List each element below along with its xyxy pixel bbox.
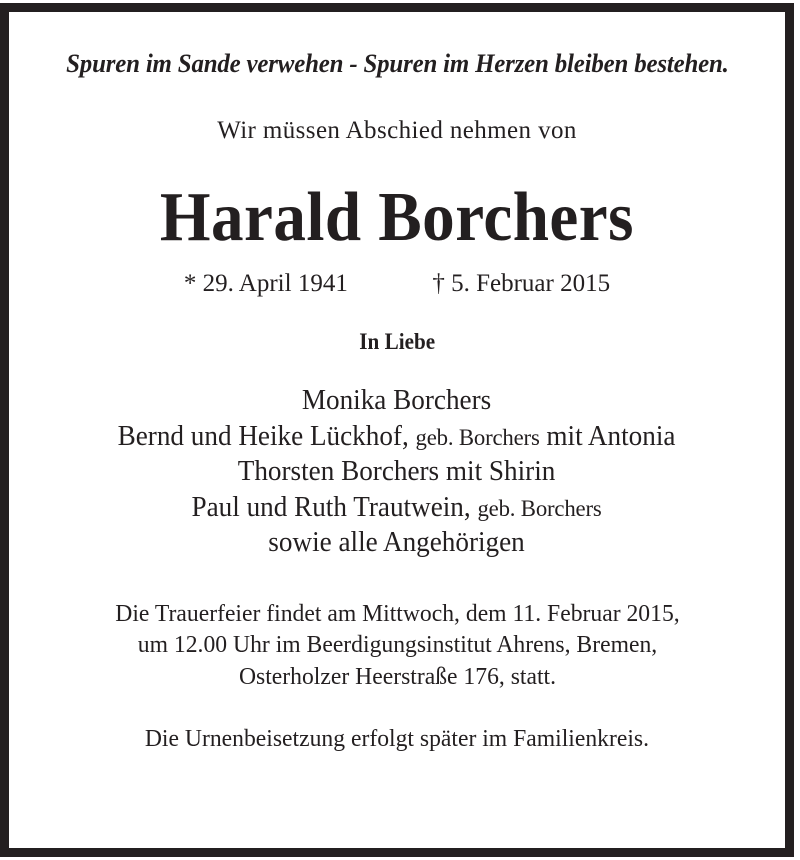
family-member-line — [118, 419, 676, 455]
family-list — [109, 383, 684, 561]
family-member-maiden-name: geb. Borchers — [477, 495, 603, 522]
family-member-name: Thorsten Borchers mit Shirin — [238, 456, 556, 488]
service-detail-line: um 12.00 Uhr im Beerdigungsinstitut Ahrens, Bremen, — [137, 632, 657, 659]
family-member-name: Bernd und Heike Lückhof, — [118, 420, 410, 452]
family-member-line — [118, 383, 676, 419]
family-member-name: Monika Borchers — [302, 385, 492, 417]
family-member-maiden-name: geb. Borchers — [416, 424, 541, 451]
life-dates — [184, 270, 610, 299]
closing-salutation: In Liebe — [359, 328, 435, 354]
service-detail-line: Osterholzer Heerstraße 176, statt. — [238, 664, 556, 691]
service-detail-line: Die Trauerfeier findet am Mittwoch, dem 11. Februar 2015, — [114, 600, 680, 627]
obituary-frame — [0, 3, 794, 857]
memorial-quote: Spuren im Sande verwehen - Spuren im Herzen bleiben bestehen. — [65, 48, 729, 78]
family-member-line — [118, 525, 676, 561]
burial-note: Die Urnenbeisetzung erfolgt später im Familienkreis. — [144, 725, 650, 752]
deceased-name: Harald Borchers — [159, 178, 635, 256]
family-member-line — [118, 454, 676, 490]
death-cross-icon: † — [432, 269, 445, 297]
death-date: 5. Februar 2015 — [451, 269, 611, 297]
family-member-suffix: mit Antonia — [546, 420, 676, 452]
announcement-intro: Wir müssen Abschied nehmen von — [217, 117, 577, 145]
service-details — [111, 599, 684, 694]
birth-symbol-icon: * — [183, 269, 197, 297]
family-member-line — [118, 490, 676, 526]
family-member-name: Paul und Ruth Trautwein, — [191, 491, 472, 523]
family-member-name: sowie alle Angehörigen — [268, 527, 526, 559]
birth-date: 29. April 1941 — [202, 269, 348, 297]
